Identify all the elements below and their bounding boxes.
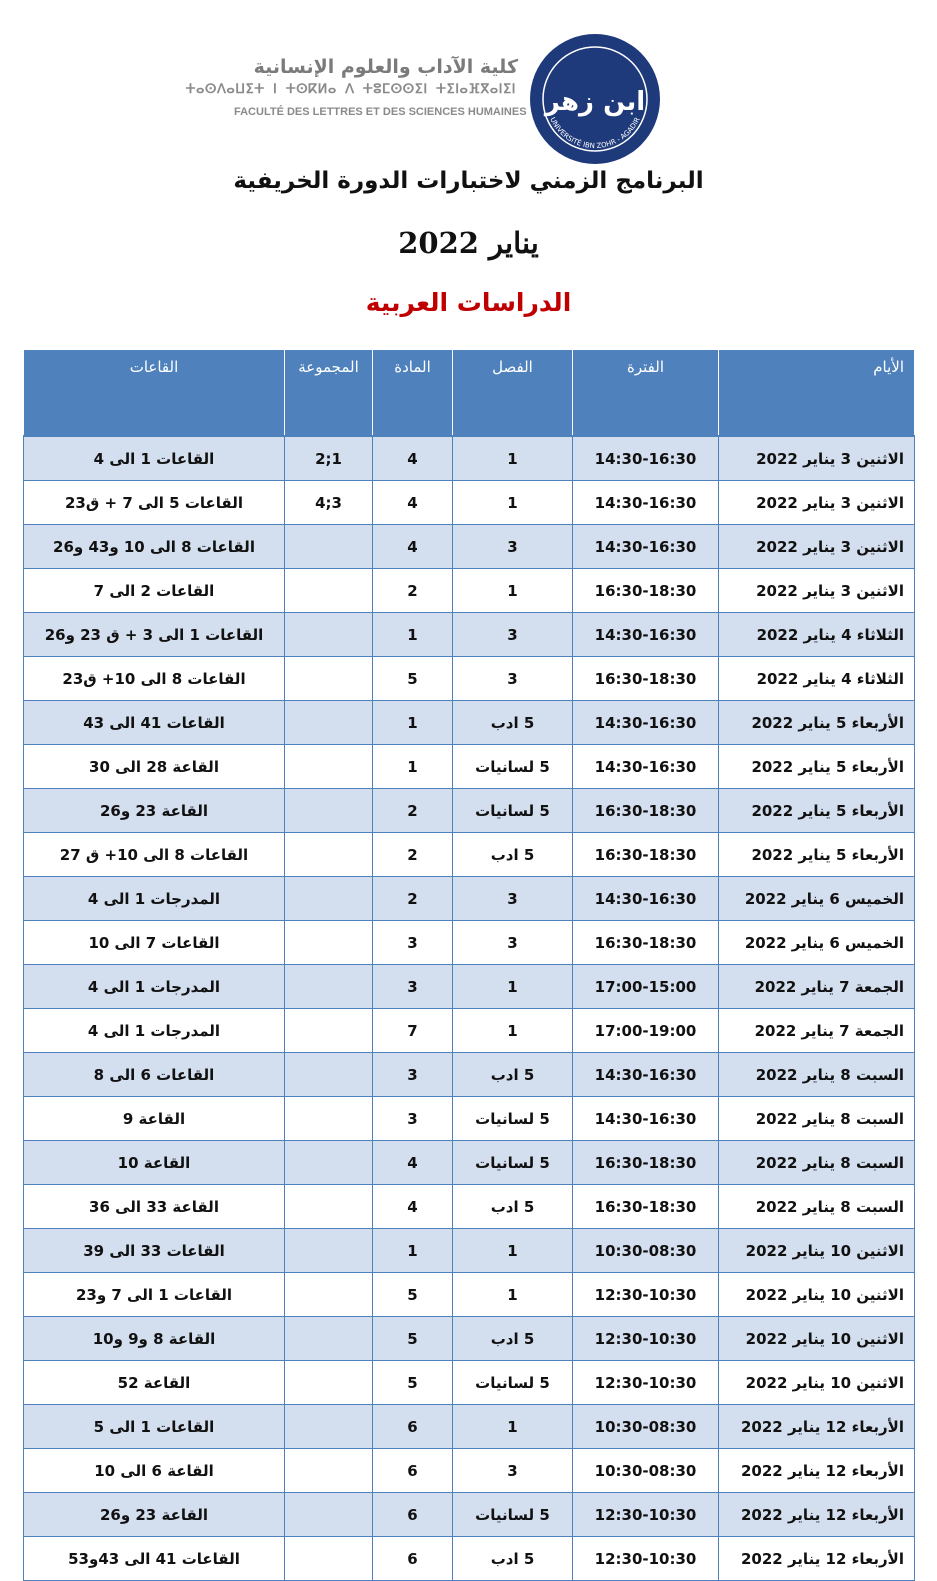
cell-semester: 1: [453, 1229, 573, 1273]
cell-day: السبت 8 يناير 2022: [719, 1097, 915, 1141]
cell-day: الاثنين 10 يناير 2022: [719, 1229, 915, 1273]
page-title: البرنامج الزمني لاختبارات الدورة الخريفية: [233, 168, 704, 194]
cell-group: [285, 657, 373, 701]
cell-group: [285, 877, 373, 921]
cell-group: [285, 1009, 373, 1053]
table-row: [24, 1449, 915, 1493]
table-header-row: [24, 350, 915, 436]
column-header-module: المادة: [373, 350, 453, 436]
cell-group: [285, 1273, 373, 1317]
column-header-period: الفترة: [573, 350, 719, 436]
faculty-name-french: FACULTÉ DES LETTRES ET DES SCIENCES HUMAINES: [234, 106, 527, 118]
cell-day: السبت 8 يناير 2022: [719, 1141, 915, 1185]
cell-period: 12:30-10:30: [573, 1317, 719, 1361]
cell-module: 2: [373, 569, 453, 613]
table-row: [24, 833, 915, 877]
cell-rooms: القاعة 52: [24, 1361, 285, 1405]
cell-period: 10:30-08:30: [573, 1405, 719, 1449]
cell-rooms: القاعات 1 الى 7 و23: [24, 1273, 285, 1317]
cell-day: الاثنين 10 يناير 2022: [719, 1361, 915, 1405]
cell-rooms: القاعات 1 الى 3 + ق 23 و26: [24, 613, 285, 657]
cell-group: [285, 1141, 373, 1185]
cell-semester: 5 ادب: [453, 1185, 573, 1229]
cell-rooms: القاعات 41 الى 43: [24, 701, 285, 745]
table-row: [24, 1185, 915, 1229]
cell-semester: 1: [453, 569, 573, 613]
cell-group: 3;4: [285, 481, 373, 525]
cell-period: 12:30-10:30: [573, 1493, 719, 1537]
cell-semester: 5 ادب: [453, 1537, 573, 1581]
cell-group: [285, 1361, 373, 1405]
cell-semester: 3: [453, 1449, 573, 1493]
cell-group: [285, 1493, 373, 1537]
cell-day: الأربعاء 12 يناير 2022: [719, 1405, 915, 1449]
cell-rooms: القاعات 8 الى 10 و43 و26: [24, 525, 285, 569]
table-row: [24, 1361, 915, 1405]
cell-day: الاثنين 3 يناير 2022: [719, 525, 915, 569]
cell-semester: 1: [453, 481, 573, 525]
cell-module: 5: [373, 1273, 453, 1317]
cell-module: 6: [373, 1449, 453, 1493]
table-row: [24, 481, 915, 525]
cell-group: [285, 745, 373, 789]
cell-rooms: القاعات 5 الى 7 + ق23: [24, 481, 285, 525]
table-row: [24, 569, 915, 613]
cell-module: 6: [373, 1405, 453, 1449]
cell-day: الأربعاء 12 يناير 2022: [719, 1537, 915, 1581]
table-row: [24, 1273, 915, 1317]
seal-mark: ابن زهر: [544, 87, 646, 117]
cell-period: 16:30-18:30: [573, 569, 719, 613]
cell-group: [285, 1185, 373, 1229]
cell-rooms: القاعات 33 الى 39: [24, 1229, 285, 1273]
table-row: [24, 1317, 915, 1361]
cell-semester: 3: [453, 613, 573, 657]
cell-day: الاثنين 10 يناير 2022: [719, 1273, 915, 1317]
cell-day: الأربعاء 5 يناير 2022: [719, 833, 915, 877]
cell-module: 4: [373, 1185, 453, 1229]
table-row: [24, 1229, 915, 1273]
column-header-semester: الفصل: [453, 350, 573, 436]
column-header-rooms: القاعات: [24, 350, 285, 436]
table-row: [24, 1053, 915, 1097]
cell-period: 17:00-15:00: [573, 965, 719, 1009]
table-row: [24, 525, 915, 569]
cell-period: 14:30-16:30: [573, 613, 719, 657]
cell-period: 16:30-18:30: [573, 789, 719, 833]
cell-group: [285, 1229, 373, 1273]
department-title: الدراسات العربية: [365, 288, 572, 317]
cell-day: الخميس 6 يناير 2022: [719, 877, 915, 921]
cell-day: السبت 8 يناير 2022: [719, 1185, 915, 1229]
cell-semester: 1: [453, 965, 573, 1009]
cell-period: 12:30-10:30: [573, 1361, 719, 1405]
cell-period: 14:30-16:30: [573, 481, 719, 525]
cell-semester: 5 لسانيات: [453, 789, 573, 833]
cell-module: 3: [373, 1097, 453, 1141]
cell-module: 6: [373, 1493, 453, 1537]
seal-text: UNIVERSITÉ IBN ZOHR - AGADIR: [548, 116, 642, 151]
column-header-group: المجموعة: [285, 350, 373, 436]
cell-module: 5: [373, 1361, 453, 1405]
cell-day: الاثنين 10 يناير 2022: [719, 1317, 915, 1361]
table-row: [24, 745, 915, 789]
faculty-logo: [185, 56, 527, 128]
cell-rooms: القاعات 8 الى 10+ ق 27: [24, 833, 285, 877]
cell-day: الجمعة 7 يناير 2022: [719, 965, 915, 1009]
cell-period: 16:30-18:30: [573, 1185, 719, 1229]
cell-rooms: القاعة 33 الى 36: [24, 1185, 285, 1229]
cell-day: الأربعاء 12 يناير 2022: [719, 1493, 915, 1537]
cell-period: 16:30-18:30: [573, 657, 719, 701]
cell-semester: 1: [453, 1273, 573, 1317]
cell-day: الخميس 6 يناير 2022: [719, 921, 915, 965]
cell-group: [285, 1405, 373, 1449]
cell-semester: 1: [453, 436, 573, 481]
cell-rooms: القاعة 23 و26: [24, 1493, 285, 1537]
cell-semester: 5 ادب: [453, 833, 573, 877]
cell-semester: 5 لسانيات: [453, 1141, 573, 1185]
cell-day: السبت 8 يناير 2022: [719, 1053, 915, 1097]
cell-rooms: القاعات 7 الى 10: [24, 921, 285, 965]
table-row: [24, 1493, 915, 1537]
university-seal-logo: [528, 32, 662, 166]
cell-rooms: القاعات 1 الى 4: [24, 436, 285, 481]
cell-semester: 1: [453, 1405, 573, 1449]
cell-module: 2: [373, 789, 453, 833]
cell-module: 3: [373, 921, 453, 965]
cell-day: الأربعاء 12 يناير 2022: [719, 1449, 915, 1493]
cell-rooms: القاعات 41 الى 43و53: [24, 1537, 285, 1581]
cell-rooms: القاعة 28 الى 30: [24, 745, 285, 789]
cell-semester: 5 لسانيات: [453, 745, 573, 789]
cell-group: [285, 701, 373, 745]
cell-rooms: القاعة 8 و9 و10: [24, 1317, 285, 1361]
table-row: [24, 701, 915, 745]
column-header-days: الأيام: [719, 350, 915, 436]
cell-day: الأربعاء 5 يناير 2022: [719, 745, 915, 789]
cell-period: 14:30-16:30: [573, 877, 719, 921]
cell-module: 2: [373, 877, 453, 921]
table-row: [24, 613, 915, 657]
cell-semester: 3: [453, 657, 573, 701]
cell-module: 6: [373, 1537, 453, 1581]
cell-module: 4: [373, 525, 453, 569]
cell-module: 5: [373, 1317, 453, 1361]
faculty-name-arabic: كلية الآداب والعلوم الإنسانية: [253, 56, 518, 78]
table-row: [24, 1405, 915, 1449]
cell-day: الأربعاء 5 يناير 2022: [719, 789, 915, 833]
cell-period: 14:30-16:30: [573, 701, 719, 745]
cell-module: 3: [373, 965, 453, 1009]
cell-period: 10:30-08:30: [573, 1229, 719, 1273]
cell-module: 1: [373, 1229, 453, 1273]
cell-module: 1: [373, 701, 453, 745]
cell-day: الاثنين 3 يناير 2022: [719, 481, 915, 525]
cell-day: الأربعاء 5 يناير 2022: [719, 701, 915, 745]
cell-semester: 5 لسانيات: [453, 1361, 573, 1405]
cell-day: الثلاثاء 4 يناير 2022: [719, 657, 915, 701]
table-row: [24, 921, 915, 965]
cell-semester: 5 ادب: [453, 1053, 573, 1097]
cell-module: 4: [373, 1141, 453, 1185]
cell-period: 12:30-10:30: [573, 1273, 719, 1317]
cell-module: 4: [373, 481, 453, 525]
cell-semester: 1: [453, 1009, 573, 1053]
table-row: [24, 657, 915, 701]
cell-semester: 3: [453, 921, 573, 965]
table-row: [24, 436, 915, 481]
cell-group: [285, 1053, 373, 1097]
cell-rooms: القاعات 6 الى 8: [24, 1053, 285, 1097]
cell-group: [285, 1097, 373, 1141]
table-row: [24, 1009, 915, 1053]
cell-rooms: المدرجات 1 الى 4: [24, 877, 285, 921]
cell-day: الاثنين 3 يناير 2022: [719, 569, 915, 613]
cell-rooms: القاعة 10: [24, 1141, 285, 1185]
cell-group: [285, 569, 373, 613]
cell-rooms: القاعة 23 و26: [24, 789, 285, 833]
cell-day: الجمعة 7 يناير 2022: [719, 1009, 915, 1053]
cell-period: 17:00-19:00: [573, 1009, 719, 1053]
cell-group: 1;2: [285, 436, 373, 481]
cell-semester: 5 ادب: [453, 1317, 573, 1361]
cell-module: 1: [373, 613, 453, 657]
table-row: [24, 789, 915, 833]
cell-semester: 5 لسانيات: [453, 1097, 573, 1141]
cell-rooms: المدرجات 1 الى 4: [24, 965, 285, 1009]
cell-group: [285, 613, 373, 657]
cell-period: 12:30-10:30: [573, 1537, 719, 1581]
cell-module: 7: [373, 1009, 453, 1053]
cell-period: 16:30-18:30: [573, 1141, 719, 1185]
cell-rooms: القاعات 2 الى 7: [24, 569, 285, 613]
cell-semester: 5 ادب: [453, 701, 573, 745]
month-title: يناير 2022: [398, 226, 539, 260]
cell-period: 14:30-16:30: [573, 525, 719, 569]
table-row: [24, 877, 915, 921]
cell-rooms: القاعة 6 الى 10: [24, 1449, 285, 1493]
faculty-name-tifinagh: ⵜⴰⵙⴷⴰⵡⵉⵜ ⵏ ⵜⵙⴽⵍⴰ ⴷ ⵜⵓⵎⵙⵙⵉⵏ ⵜⵉⵏⴰⴼⴳⴰⵏⵉⵏ: [185, 82, 516, 97]
cell-module: 1: [373, 745, 453, 789]
cell-group: [285, 965, 373, 1009]
cell-period: 16:30-18:30: [573, 833, 719, 877]
cell-day: الاثنين 3 يناير 2022: [719, 436, 915, 481]
cell-rooms: القاعة 9: [24, 1097, 285, 1141]
cell-module: 2: [373, 833, 453, 877]
cell-rooms: القاعات 8 الى 10+ ق23: [24, 657, 285, 701]
exam-schedule-table: [23, 350, 915, 1581]
cell-module: 5: [373, 657, 453, 701]
table-row: [24, 1141, 915, 1185]
cell-module: 4: [373, 436, 453, 481]
cell-group: [285, 1449, 373, 1493]
cell-semester: 3: [453, 877, 573, 921]
cell-rooms: المدرجات 1 الى 4: [24, 1009, 285, 1053]
cell-semester: 5 لسانيات: [453, 1493, 573, 1537]
cell-period: 14:30-16:30: [573, 436, 719, 481]
cell-rooms: القاعات 1 الى 5: [24, 1405, 285, 1449]
table-row: [24, 965, 915, 1009]
cell-group: [285, 833, 373, 877]
cell-day: الثلاثاء 4 يناير 2022: [719, 613, 915, 657]
cell-group: [285, 525, 373, 569]
cell-module: 3: [373, 1053, 453, 1097]
table-row: [24, 1097, 915, 1141]
header: [0, 0, 937, 150]
cell-semester: 3: [453, 525, 573, 569]
cell-period: 10:30-08:30: [573, 1449, 719, 1493]
cell-period: 14:30-16:30: [573, 1053, 719, 1097]
cell-group: [285, 1317, 373, 1361]
cell-period: 14:30-16:30: [573, 1097, 719, 1141]
cell-period: 16:30-18:30: [573, 921, 719, 965]
cell-group: [285, 789, 373, 833]
cell-period: 14:30-16:30: [573, 745, 719, 789]
cell-group: [285, 921, 373, 965]
